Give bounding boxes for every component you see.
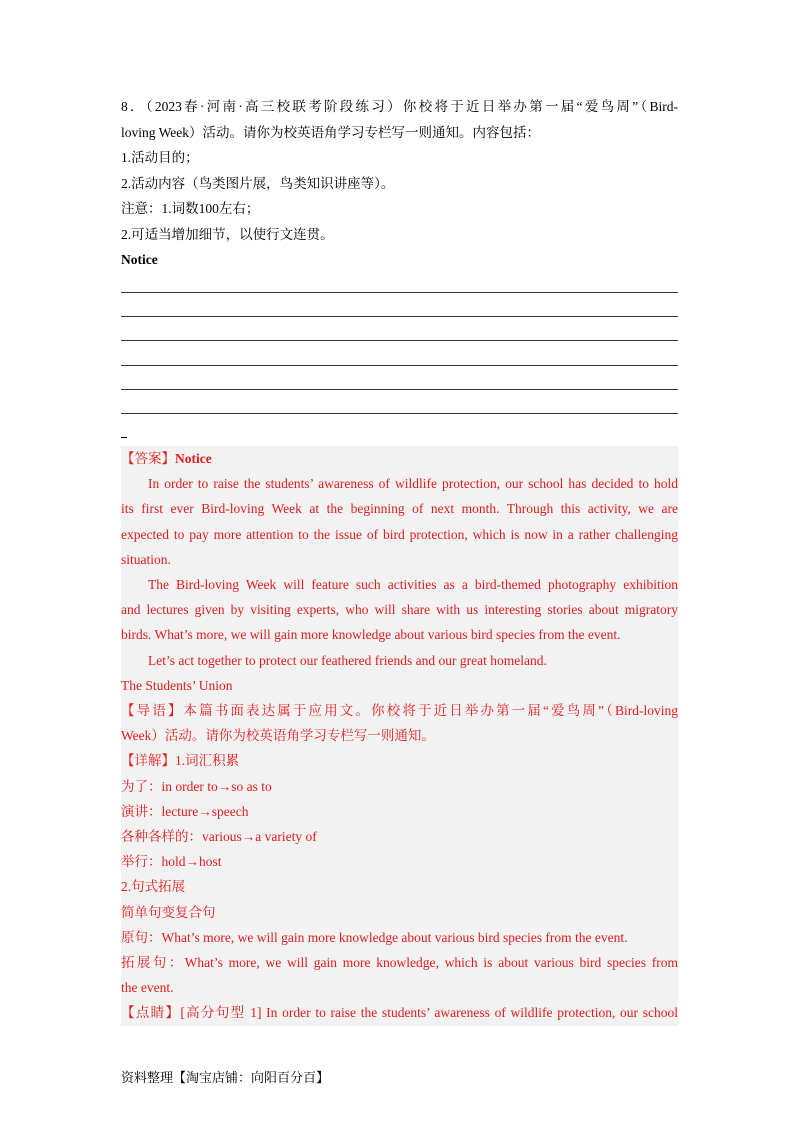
answer-p2-line2: and lectures given by visiting experts, who will share with us interesting stories about migratory — [121, 602, 678, 618]
answer-block — [121, 446, 678, 1026]
highlight-sentence: 【点睛】[高分句型 1] In order to raise the students’ awareness of wildlife protection, our school — [121, 1005, 678, 1021]
detail-heading: 【详解】1.词汇积累 — [121, 753, 240, 769]
requirement-1: 1.活动目的； — [121, 150, 199, 165]
note-1: 注意：1.词数100左右； — [121, 201, 260, 216]
original-sentence: 原句：What’s more, we will gain more knowledge about various bird species from the event. — [121, 929, 628, 945]
vocab-item-2: 演讲：lecture→speech — [121, 803, 249, 819]
answer-p1-line1: In order to raise the students’ awareness of wildlife protection, our school has decided to hold — [148, 476, 678, 492]
answer-p1-line2: its first ever Bird-loving Week at the beginning of next month. Through this activity, we are — [121, 501, 678, 517]
answer-p3-line1: Let’s act together to protect our feathered friends and our great homeland. — [148, 652, 547, 668]
page-footer: 资料整理【淘宝店铺：向阳百分百】 — [121, 1070, 330, 1085]
section-2-sub: 简单句变复合句 — [121, 904, 216, 920]
vocab-item-3: 各种各样的：various→a variety of — [121, 829, 317, 845]
note-2: 2.可适当增加细节，以使行文连贯。 — [121, 226, 334, 242]
answer-p2-line3: birds. What’s more, we will gain more knowledge about various bird species from the event. — [121, 627, 621, 643]
extended-sentence-line2: the event. — [121, 980, 174, 996]
answer-signature: The Students’ Union — [121, 677, 233, 693]
question-line-2: loving Week）活动。请你为校英语角学习专栏写一则通知。内容包括： — [121, 124, 541, 140]
writing-line — [121, 389, 678, 390]
guide-line-1: 【导语】本篇书面表达属于应用文。你校将于近日举办第一届“爱鸟周”（Bird-loving — [121, 703, 678, 719]
answer-label: 【答案】 — [121, 451, 175, 466]
writing-line — [121, 365, 678, 366]
vocab-item-4: 举行：hold→host — [121, 854, 222, 870]
section-2-heading: 2.句式拓展 — [121, 879, 186, 895]
requirement-2: 2.活动内容（鸟类图片展，鸟类知识讲座等）。 — [121, 175, 395, 191]
answer-title: Notice — [175, 451, 212, 466]
notice-title: Notice — [121, 252, 158, 267]
answer-p1-line4: situation. — [121, 551, 171, 567]
guide-line-2: Week）活动。请你为校英语角学习专栏写一则通知。 — [121, 728, 435, 744]
question-block — [121, 94, 678, 273]
vocab-item-1: 为了：in order to→so as to — [121, 778, 272, 794]
writing-line — [121, 413, 678, 414]
writing-dash — [121, 437, 127, 438]
question-line-1: 8．（2023春·河南·高三校联考阶段练习）你校将于近日举办第一届“爱鸟周”（Bird- — [121, 99, 678, 114]
writing-line — [121, 316, 678, 317]
extended-sentence-line1: 拓展句：What’s more, we will gain more knowledge, which is about various bird species from — [121, 955, 678, 971]
writing-line — [121, 340, 678, 341]
answer-p2-line1: The Bird-loving Week will feature such activities as a bird-themed photography exhibition — [148, 577, 678, 593]
writing-lines — [121, 292, 678, 437]
answer-p1-line3: expected to pay more attention to the issue of bird protection, which is now in a rather challenging — [121, 526, 678, 542]
writing-line — [121, 292, 678, 293]
answer-heading — [121, 446, 678, 471]
